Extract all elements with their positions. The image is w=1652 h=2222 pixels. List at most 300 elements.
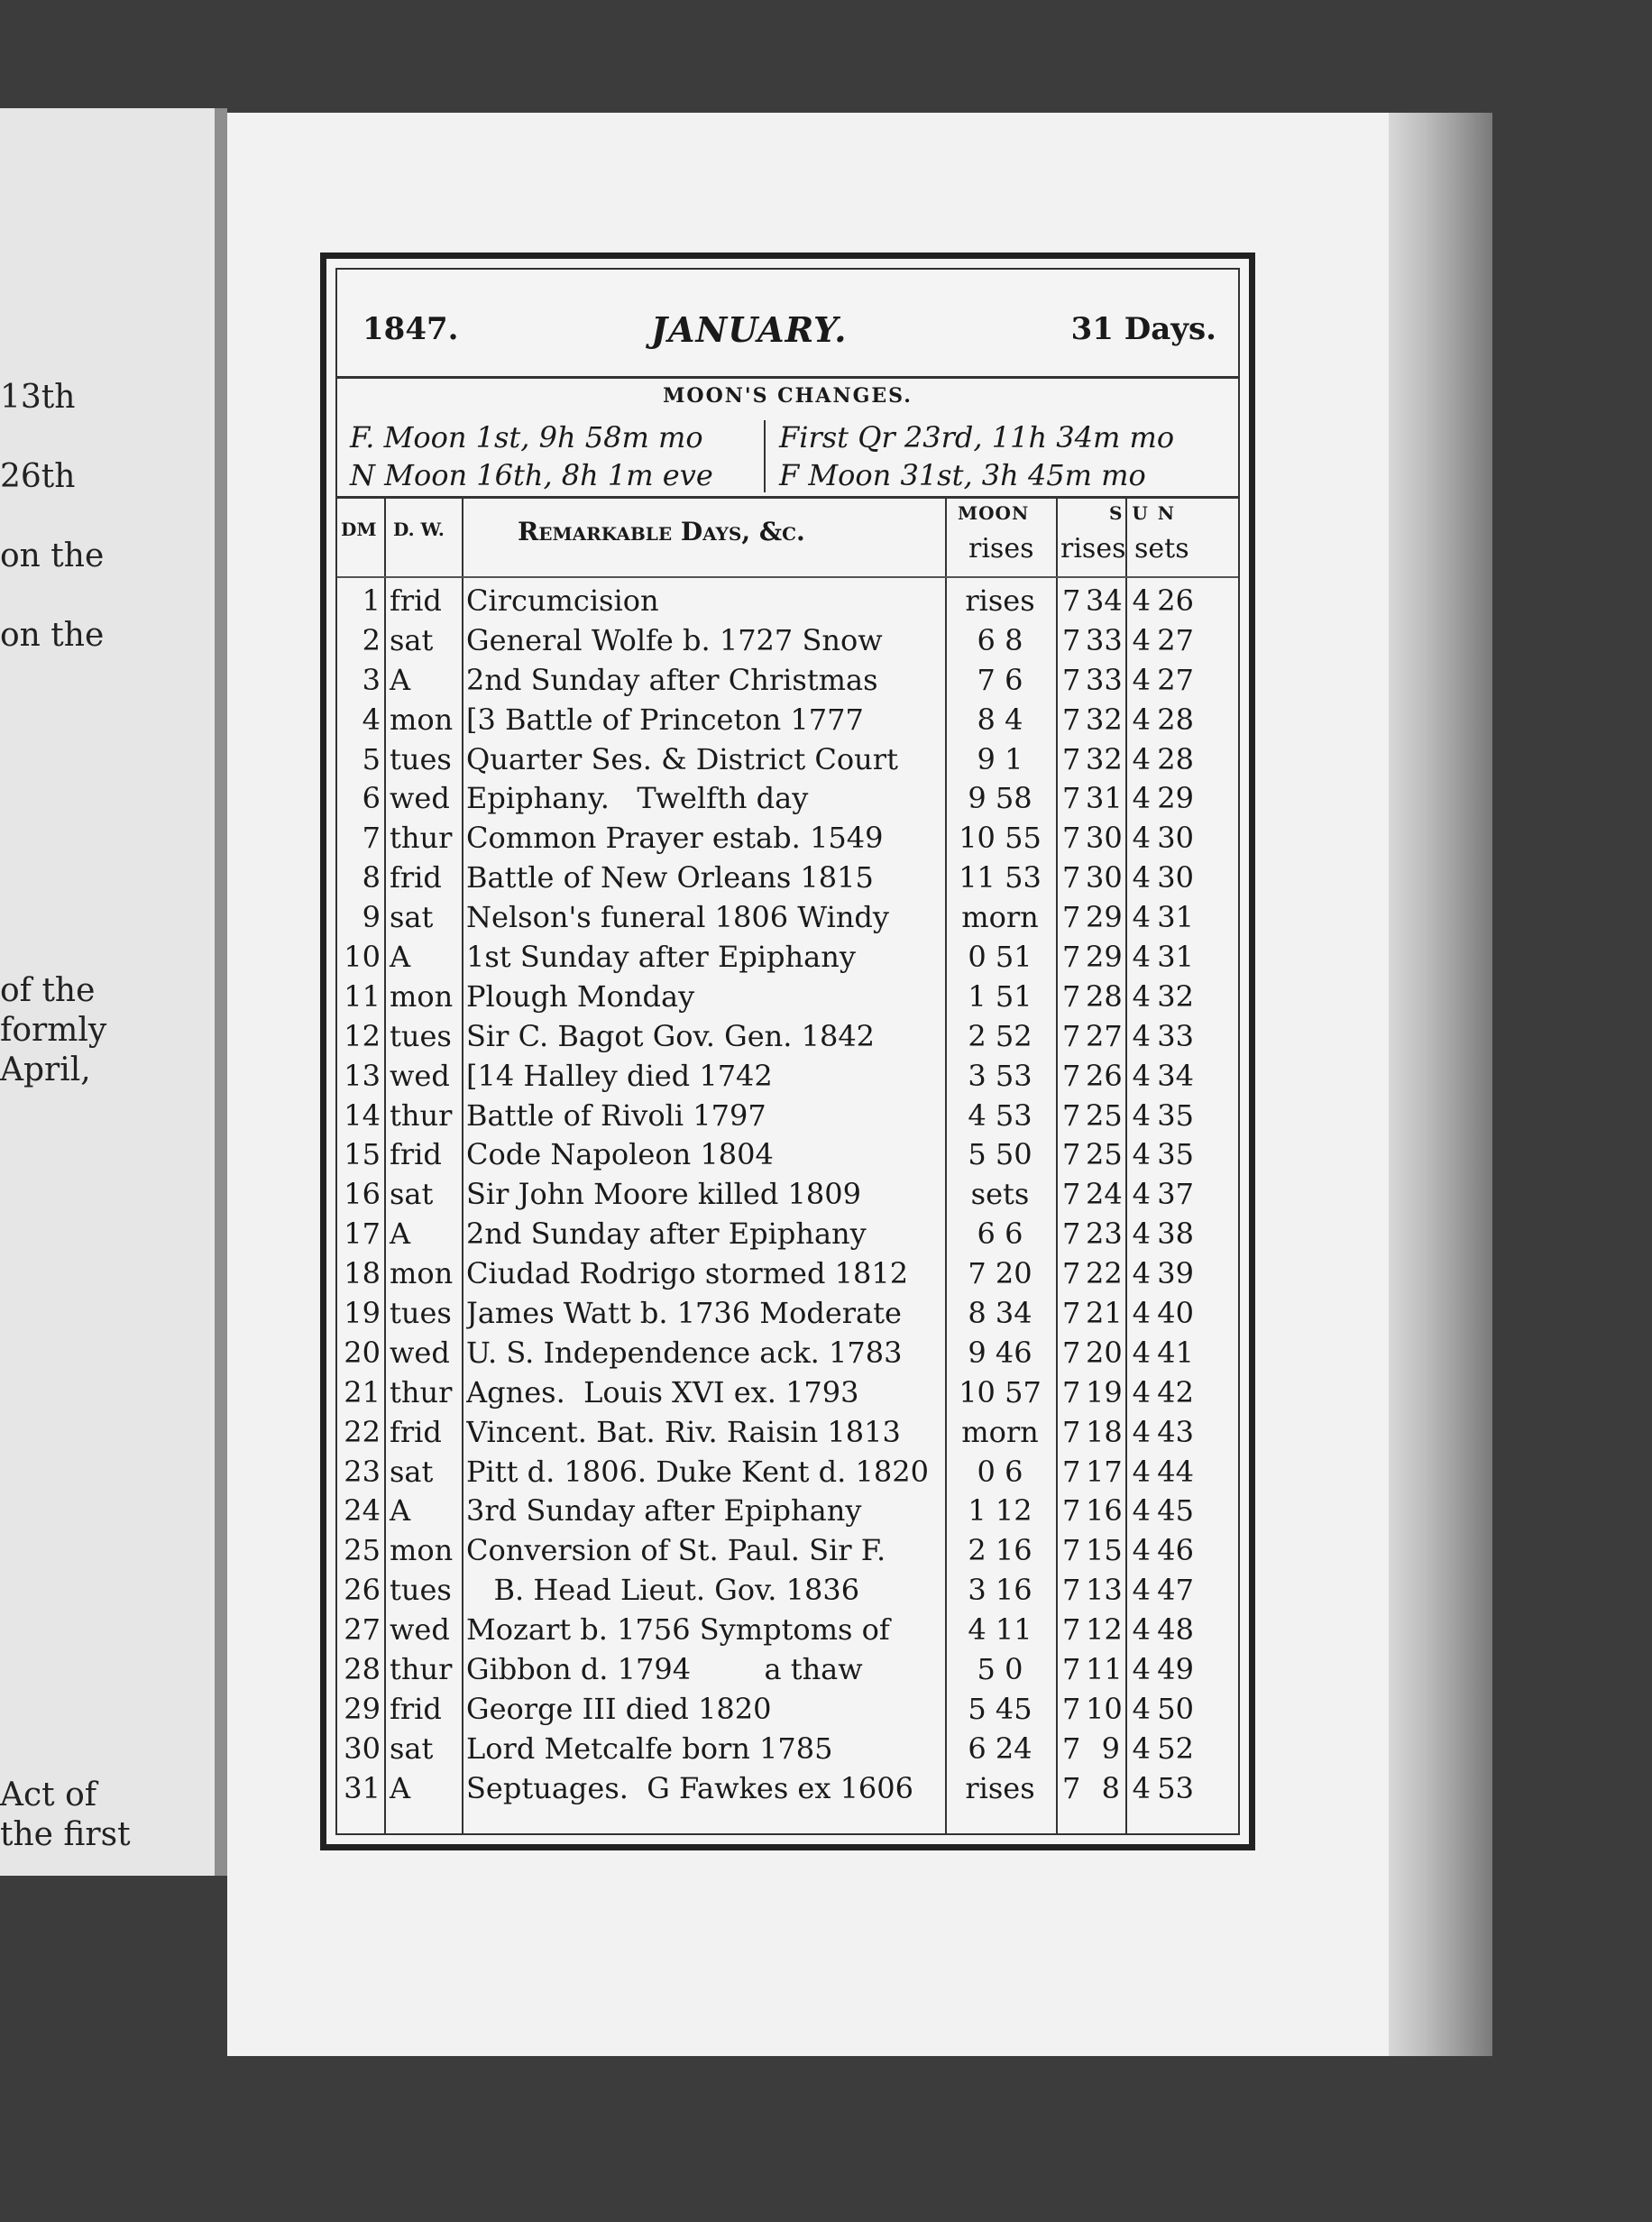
moon-phase: N Moon 16th, 8h 1m eve xyxy=(350,458,713,492)
sun-rise-minute: 33 xyxy=(1086,662,1123,697)
table-row xyxy=(337,779,1238,819)
sun-set-hour: 4 xyxy=(1132,1097,1151,1133)
sun-set-hour: 4 xyxy=(1132,702,1151,737)
sun-rise-hour: 7 xyxy=(1062,1137,1081,1172)
remarkable-day: Conversion of St. Paul. Sir F. xyxy=(466,1533,886,1568)
day-of-week: wed xyxy=(390,1612,450,1648)
sun-set-hour: 4 xyxy=(1132,1573,1151,1608)
remarkable-day: Ciudad Rodrigo stormed 1812 xyxy=(466,1256,909,1291)
sun-set-hour: 4 xyxy=(1132,1374,1151,1409)
remarkable-day: Nelson's funeral 1806 Windy xyxy=(466,900,889,935)
moon-rises: 1 51 xyxy=(968,978,1032,1014)
moon-rises: 6 6 xyxy=(977,1217,1023,1252)
sun-set-hour: 4 xyxy=(1132,1177,1151,1212)
sun-set-minute: 28 xyxy=(1157,741,1194,776)
day-of-week: mon xyxy=(390,1256,454,1291)
sun-rise-hour: 7 xyxy=(1062,662,1081,697)
sun-set-minute: 42 xyxy=(1157,1374,1194,1409)
table-row xyxy=(337,858,1238,898)
column-header-sun-sets: sets xyxy=(1134,533,1189,565)
day-of-week: wed xyxy=(390,781,450,816)
sun-rise-minute: 32 xyxy=(1086,702,1123,737)
sun-set-hour: 4 xyxy=(1132,1612,1151,1648)
table-row xyxy=(337,1097,1238,1136)
sun-set-minute: 35 xyxy=(1157,1137,1194,1172)
table-row xyxy=(337,1730,1238,1769)
table-row xyxy=(337,1611,1238,1650)
sun-rise-minute: 22 xyxy=(1086,1256,1123,1291)
day-of-month: 9 xyxy=(362,900,381,935)
sun-rise-minute: 13 xyxy=(1086,1573,1123,1608)
sun-rise-minute: 15 xyxy=(1086,1533,1123,1568)
sun-set-minute: 31 xyxy=(1157,900,1194,935)
remarkable-day: 2nd Sunday after Christmas xyxy=(466,662,878,697)
day-of-week: thur xyxy=(390,821,453,856)
table-row xyxy=(337,1334,1238,1373)
sun-set-minute: 46 xyxy=(1157,1533,1194,1568)
sun-rise-minute: 19 xyxy=(1086,1374,1123,1409)
sun-set-hour: 4 xyxy=(1132,978,1151,1014)
table-row xyxy=(337,1175,1238,1215)
column-header-events: Remarkable Days, &c. xyxy=(518,517,805,546)
sun-set-minute: 29 xyxy=(1157,781,1194,816)
table-row xyxy=(337,1294,1238,1334)
table-row xyxy=(337,1650,1238,1690)
sun-rise-hour: 7 xyxy=(1062,1097,1081,1133)
table-row xyxy=(337,1373,1238,1413)
sun-rise-hour: 7 xyxy=(1062,1374,1081,1409)
sun-set-minute: 37 xyxy=(1157,1177,1194,1212)
remarkable-day: Vincent. Bat. Riv. Raisin 1813 xyxy=(466,1414,901,1449)
sun-rise-hour: 7 xyxy=(1062,1454,1081,1489)
sun-set-hour: 4 xyxy=(1132,1058,1151,1093)
header-year: 1847. xyxy=(363,311,459,347)
left-page-fragment: formly xyxy=(0,1012,107,1049)
remarkable-day: Sir C. Bagot Gov. Gen. 1842 xyxy=(466,1018,876,1053)
day-of-week: frid xyxy=(390,860,442,895)
day-of-month: 28 xyxy=(344,1652,381,1687)
sun-set-hour: 4 xyxy=(1132,622,1151,657)
sun-rise-hour: 7 xyxy=(1062,622,1081,657)
day-of-week: tues xyxy=(390,1018,452,1053)
moon-rises: rises xyxy=(965,1770,1035,1805)
sun-rise-minute: 21 xyxy=(1086,1296,1123,1331)
table-row xyxy=(337,1453,1238,1492)
remarkable-day: Gibbon d. 1794 a thaw xyxy=(466,1652,863,1687)
book-gutter xyxy=(215,108,227,1876)
moon-rises: 9 58 xyxy=(968,781,1032,816)
page-edge xyxy=(1389,113,1492,2056)
phase-divider xyxy=(764,420,766,492)
sun-rise-hour: 7 xyxy=(1062,1335,1081,1370)
left-page-fragment: on the xyxy=(0,617,105,654)
sun-set-hour: 4 xyxy=(1132,940,1151,975)
sun-rise-minute: 12 xyxy=(1086,1612,1123,1648)
calendar-inner-frame xyxy=(335,268,1240,1835)
column-header-moon-rises: rises xyxy=(968,533,1034,565)
sun-rise-minute: 23 xyxy=(1086,1217,1123,1252)
moon-changes xyxy=(337,379,1238,499)
sun-set-hour: 4 xyxy=(1132,662,1151,697)
sun-set-minute: 49 xyxy=(1157,1652,1194,1687)
day-of-week: wed xyxy=(390,1058,450,1093)
sun-rise-minute: 27 xyxy=(1086,1018,1123,1053)
table-row xyxy=(337,978,1238,1017)
sun-rise-minute: 30 xyxy=(1086,821,1123,856)
moon-rises: 6 8 xyxy=(977,622,1023,657)
sun-set-minute: 43 xyxy=(1157,1414,1194,1449)
moon-rises: 3 16 xyxy=(968,1573,1032,1608)
table-row xyxy=(337,1531,1238,1571)
sun-set-minute: 52 xyxy=(1157,1731,1194,1766)
column-header-dw: D. W. xyxy=(393,519,445,540)
remarkable-day: B. Head Lieut. Gov. 1836 xyxy=(466,1573,860,1608)
table-row xyxy=(337,1254,1238,1294)
sun-rise-minute: 29 xyxy=(1086,940,1123,975)
left-page-fragment: the first xyxy=(0,1816,131,1853)
sun-rise-minute: 9 xyxy=(1101,1731,1120,1766)
sun-rise-minute: 20 xyxy=(1086,1335,1123,1370)
day-of-month: 8 xyxy=(362,860,381,895)
sun-set-hour: 4 xyxy=(1132,1137,1151,1172)
table-row xyxy=(337,1413,1238,1453)
remarkable-day: Pitt d. 1806. Duke Kent d. 1820 xyxy=(466,1454,929,1489)
remarkable-day: Sir John Moore killed 1809 xyxy=(466,1177,861,1212)
day-of-week: wed xyxy=(390,1335,450,1370)
sun-rise-hour: 7 xyxy=(1062,940,1081,975)
day-of-week: A xyxy=(390,940,411,975)
sun-set-hour: 4 xyxy=(1132,781,1151,816)
sun-set-hour: 4 xyxy=(1132,1454,1151,1489)
day-of-week: A xyxy=(390,1493,411,1529)
sun-set-minute: 40 xyxy=(1157,1296,1194,1331)
sun-rise-minute: 32 xyxy=(1086,741,1123,776)
sun-set-minute: 47 xyxy=(1157,1573,1194,1608)
sun-set-minute: 38 xyxy=(1157,1217,1194,1252)
sun-rise-minute: 29 xyxy=(1086,900,1123,935)
moon-changes-title: MOON'S CHANGES. xyxy=(663,384,913,408)
day-of-week: thur xyxy=(390,1374,453,1409)
remarkable-day: Lord Metcalfe born 1785 xyxy=(466,1731,833,1766)
day-of-week: mon xyxy=(390,702,454,737)
sun-set-hour: 4 xyxy=(1132,1493,1151,1529)
day-of-week: frid xyxy=(390,1137,442,1172)
sun-set-hour: 4 xyxy=(1132,583,1151,618)
remarkable-day: Mozart b. 1756 Symptoms of xyxy=(466,1612,890,1648)
sun-rise-minute: 18 xyxy=(1086,1414,1123,1449)
day-of-week: tues xyxy=(390,1573,452,1608)
sun-rise-minute: 25 xyxy=(1086,1137,1123,1172)
sun-set-hour: 4 xyxy=(1132,1770,1151,1805)
day-of-month: 18 xyxy=(344,1256,381,1291)
day-of-week: sat xyxy=(390,1454,434,1489)
sun-rise-hour: 7 xyxy=(1062,1177,1081,1212)
moon-rises: 8 4 xyxy=(977,702,1023,737)
table-row xyxy=(337,740,1238,780)
remarkable-day: George III died 1820 xyxy=(466,1691,772,1726)
table-row xyxy=(337,661,1238,701)
sun-rise-minute: 11 xyxy=(1086,1652,1123,1687)
left-page-fragment: 26th xyxy=(0,458,76,495)
remarkable-day: [3 Battle of Princeton 1777 xyxy=(466,702,864,737)
sun-rise-hour: 7 xyxy=(1062,1573,1081,1608)
sun-set-minute: 44 xyxy=(1157,1454,1194,1489)
day-of-month: 12 xyxy=(344,1018,381,1053)
sun-set-minute: 53 xyxy=(1157,1770,1194,1805)
remarkable-day: Common Prayer estab. 1549 xyxy=(466,821,884,856)
moon-rises: 7 6 xyxy=(977,662,1023,697)
remarkable-day: 3rd Sunday after Epiphany xyxy=(466,1493,862,1529)
table-row xyxy=(337,1690,1238,1730)
sun-rise-minute: 24 xyxy=(1086,1177,1123,1212)
remarkable-day: 1st Sunday after Epiphany xyxy=(466,940,856,975)
sun-set-minute: 50 xyxy=(1157,1691,1194,1726)
moon-rises: 5 50 xyxy=(968,1137,1032,1172)
sun-rise-hour: 7 xyxy=(1062,741,1081,776)
table-row xyxy=(337,701,1238,740)
moon-rises: 8 34 xyxy=(968,1296,1032,1331)
moon-rises: 9 1 xyxy=(977,741,1023,776)
day-of-month: 16 xyxy=(344,1177,381,1212)
table-row xyxy=(337,1769,1238,1809)
sun-rise-hour: 7 xyxy=(1062,781,1081,816)
day-of-month: 20 xyxy=(344,1335,381,1370)
day-of-month: 26 xyxy=(344,1573,381,1608)
table-row xyxy=(337,621,1238,661)
table-row xyxy=(337,1135,1238,1175)
sun-set-minute: 45 xyxy=(1157,1493,1194,1529)
sun-rise-hour: 7 xyxy=(1062,702,1081,737)
moon-rises: 6 24 xyxy=(968,1731,1032,1766)
day-of-month: 3 xyxy=(362,662,381,697)
sun-rise-minute: 26 xyxy=(1086,1058,1123,1093)
moon-rises: 0 51 xyxy=(968,940,1032,975)
column-header-sun-rises: rises xyxy=(1060,533,1126,565)
table-row xyxy=(337,1492,1238,1531)
sun-set-minute: 32 xyxy=(1157,978,1194,1014)
sun-set-hour: 4 xyxy=(1132,860,1151,895)
column-header-dm: DM xyxy=(341,519,377,540)
sun-set-hour: 4 xyxy=(1132,1414,1151,1449)
left-facing-page xyxy=(0,108,215,1876)
moon-rises: 10 55 xyxy=(959,821,1042,856)
day-of-week: tues xyxy=(390,741,452,776)
sun-set-hour: 4 xyxy=(1132,1691,1151,1726)
remarkable-day: [14 Halley died 1742 xyxy=(466,1058,773,1093)
remarkable-day: Code Napoleon 1804 xyxy=(466,1137,774,1172)
moon-phase: F Moon 31st, 3h 45m mo xyxy=(779,458,1146,492)
sun-set-minute: 39 xyxy=(1157,1256,1194,1291)
table-row xyxy=(337,819,1238,858)
moon-rises: sets xyxy=(970,1177,1030,1212)
moon-rises: 0 6 xyxy=(977,1454,1023,1489)
sun-rise-hour: 7 xyxy=(1062,1533,1081,1568)
day-of-month: 14 xyxy=(344,1097,381,1133)
remarkable-day: General Wolfe b. 1727 Snow xyxy=(466,622,883,657)
day-of-month: 4 xyxy=(362,702,381,737)
moon-rises: 4 11 xyxy=(968,1612,1032,1648)
calendar-header xyxy=(337,270,1238,379)
sun-rise-minute: 10 xyxy=(1086,1691,1123,1726)
left-page-fragment: 13th xyxy=(0,379,76,416)
sun-rise-minute: 30 xyxy=(1086,860,1123,895)
day-of-month: 15 xyxy=(344,1137,381,1172)
day-of-week: A xyxy=(390,1770,411,1805)
sun-set-minute: 33 xyxy=(1157,1018,1194,1053)
left-page-fragment: Act of xyxy=(0,1777,97,1813)
sun-set-minute: 28 xyxy=(1157,702,1194,737)
sun-set-minute: 34 xyxy=(1157,1058,1194,1093)
day-of-month: 13 xyxy=(344,1058,381,1093)
remarkable-day: 2nd Sunday after Epiphany xyxy=(466,1217,867,1252)
sun-rise-minute: 16 xyxy=(1086,1493,1123,1529)
moon-phase: First Qr 23rd, 11h 34m mo xyxy=(779,420,1175,454)
day-of-month: 6 xyxy=(362,781,381,816)
day-of-month: 22 xyxy=(344,1414,381,1449)
sun-set-minute: 48 xyxy=(1157,1612,1194,1648)
left-page-fragment: of the xyxy=(0,972,96,1009)
sun-rise-hour: 7 xyxy=(1062,583,1081,618)
table-row xyxy=(337,1017,1238,1057)
sun-rise-minute: 25 xyxy=(1086,1097,1123,1133)
moon-rises: 2 16 xyxy=(968,1533,1032,1568)
sun-set-hour: 4 xyxy=(1132,900,1151,935)
day-of-month: 17 xyxy=(344,1217,381,1252)
sun-rise-minute: 33 xyxy=(1086,622,1123,657)
day-of-month: 1 xyxy=(362,583,381,618)
sun-rise-hour: 7 xyxy=(1062,821,1081,856)
almanac-calendar xyxy=(320,252,1255,1850)
sun-set-minute: 27 xyxy=(1157,622,1194,657)
header-rule xyxy=(337,576,1238,578)
remarkable-day: U. S. Independence ack. 1783 xyxy=(466,1335,903,1370)
sun-rise-minute: 34 xyxy=(1086,583,1123,618)
remarkable-day: James Watt b. 1736 Moderate xyxy=(466,1296,902,1331)
sun-set-minute: 31 xyxy=(1157,940,1194,975)
sun-set-hour: 4 xyxy=(1132,1217,1151,1252)
table-row xyxy=(337,1571,1238,1611)
sun-set-hour: 4 xyxy=(1132,1335,1151,1370)
sun-rise-hour: 7 xyxy=(1062,1217,1081,1252)
day-of-week: A xyxy=(390,1217,411,1252)
table-row xyxy=(337,1215,1238,1254)
table-row xyxy=(337,1057,1238,1097)
sun-rise-hour: 7 xyxy=(1062,1691,1081,1726)
sun-set-hour: 4 xyxy=(1132,1256,1151,1291)
day-of-week: A xyxy=(390,662,411,697)
moon-rises: 5 0 xyxy=(977,1652,1023,1687)
moon-rises: 10 57 xyxy=(959,1374,1042,1409)
column-header-moon: MOON xyxy=(958,502,1030,524)
moon-rises: 5 45 xyxy=(968,1691,1032,1726)
sun-rise-minute: 31 xyxy=(1086,781,1123,816)
day-of-week: sat xyxy=(390,900,434,935)
moon-rises: 2 52 xyxy=(968,1018,1032,1053)
sun-rise-hour: 7 xyxy=(1062,978,1081,1014)
day-of-month: 21 xyxy=(344,1374,381,1409)
column-header-sun: S U N xyxy=(1109,502,1177,524)
day-of-week: thur xyxy=(390,1097,453,1133)
sun-set-hour: 4 xyxy=(1132,821,1151,856)
day-of-month: 7 xyxy=(362,821,381,856)
remarkable-day: Epiphany. Twelfth day xyxy=(466,781,809,816)
remarkable-day: Agnes. Louis XVI ex. 1793 xyxy=(466,1374,859,1409)
sun-set-minute: 41 xyxy=(1157,1335,1194,1370)
moon-rises: morn xyxy=(961,1414,1039,1449)
calendar-rows xyxy=(337,582,1238,1809)
sun-set-hour: 4 xyxy=(1132,741,1151,776)
sun-set-minute: 30 xyxy=(1157,860,1194,895)
sun-rise-hour: 7 xyxy=(1062,900,1081,935)
sun-rise-hour: 7 xyxy=(1062,1296,1081,1331)
sun-set-hour: 4 xyxy=(1132,1296,1151,1331)
day-of-week: sat xyxy=(390,622,434,657)
header-days-count: 31 Days. xyxy=(1070,311,1216,347)
day-of-week: thur xyxy=(390,1652,453,1687)
moon-rises: 3 53 xyxy=(968,1058,1032,1093)
sun-set-minute: 26 xyxy=(1157,583,1194,618)
day-of-week: sat xyxy=(390,1731,434,1766)
left-page-fragment: April, xyxy=(0,1051,91,1088)
sun-set-hour: 4 xyxy=(1132,1018,1151,1053)
remarkable-day: Septuages. G Fawkes ex 1606 xyxy=(466,1770,913,1805)
sun-set-hour: 4 xyxy=(1132,1731,1151,1766)
day-of-month: 19 xyxy=(344,1296,381,1331)
day-of-week: mon xyxy=(390,978,454,1014)
day-of-week: frid xyxy=(390,1691,442,1726)
left-page-fragment: on the xyxy=(0,537,105,574)
day-of-month: 24 xyxy=(344,1493,381,1529)
day-of-month: 10 xyxy=(344,940,381,975)
day-of-month: 29 xyxy=(344,1691,381,1726)
sun-rise-hour: 7 xyxy=(1062,1731,1081,1766)
sun-set-hour: 4 xyxy=(1132,1652,1151,1687)
sun-rise-hour: 7 xyxy=(1062,1770,1081,1805)
day-of-month: 23 xyxy=(344,1454,381,1489)
sun-set-minute: 30 xyxy=(1157,821,1194,856)
day-of-week: mon xyxy=(390,1533,454,1568)
day-of-month: 25 xyxy=(344,1533,381,1568)
moon-rises: rises xyxy=(965,583,1035,618)
table-row xyxy=(337,938,1238,978)
sun-rise-minute: 28 xyxy=(1086,978,1123,1014)
day-of-month: 2 xyxy=(362,622,381,657)
day-of-week: frid xyxy=(390,583,442,618)
remarkable-day: Quarter Ses. & District Court xyxy=(466,741,898,776)
sun-rise-hour: 7 xyxy=(1062,860,1081,895)
moon-rises: 1 12 xyxy=(968,1493,1032,1529)
remarkable-day: Circumcision xyxy=(466,583,659,618)
sun-rise-hour: 7 xyxy=(1062,1493,1081,1529)
moon-rises: 11 53 xyxy=(959,860,1042,895)
sun-rise-hour: 7 xyxy=(1062,1256,1081,1291)
sun-set-minute: 27 xyxy=(1157,662,1194,697)
sun-rise-minute: 8 xyxy=(1101,1770,1120,1805)
moon-rises: 4 53 xyxy=(968,1097,1032,1133)
header-month: JANUARY. xyxy=(651,309,848,350)
day-of-month: 27 xyxy=(344,1612,381,1648)
moon-rises: 7 20 xyxy=(968,1256,1032,1291)
table-row xyxy=(337,898,1238,938)
sun-set-minute: 35 xyxy=(1157,1097,1194,1133)
sun-rise-minute: 17 xyxy=(1086,1454,1123,1489)
remarkable-day: Battle of New Orleans 1815 xyxy=(466,860,874,895)
day-of-week: tues xyxy=(390,1296,452,1331)
day-of-month: 11 xyxy=(344,978,381,1014)
day-of-month: 31 xyxy=(344,1770,381,1805)
day-of-month: 30 xyxy=(344,1731,381,1766)
moon-rises: morn xyxy=(961,900,1039,935)
